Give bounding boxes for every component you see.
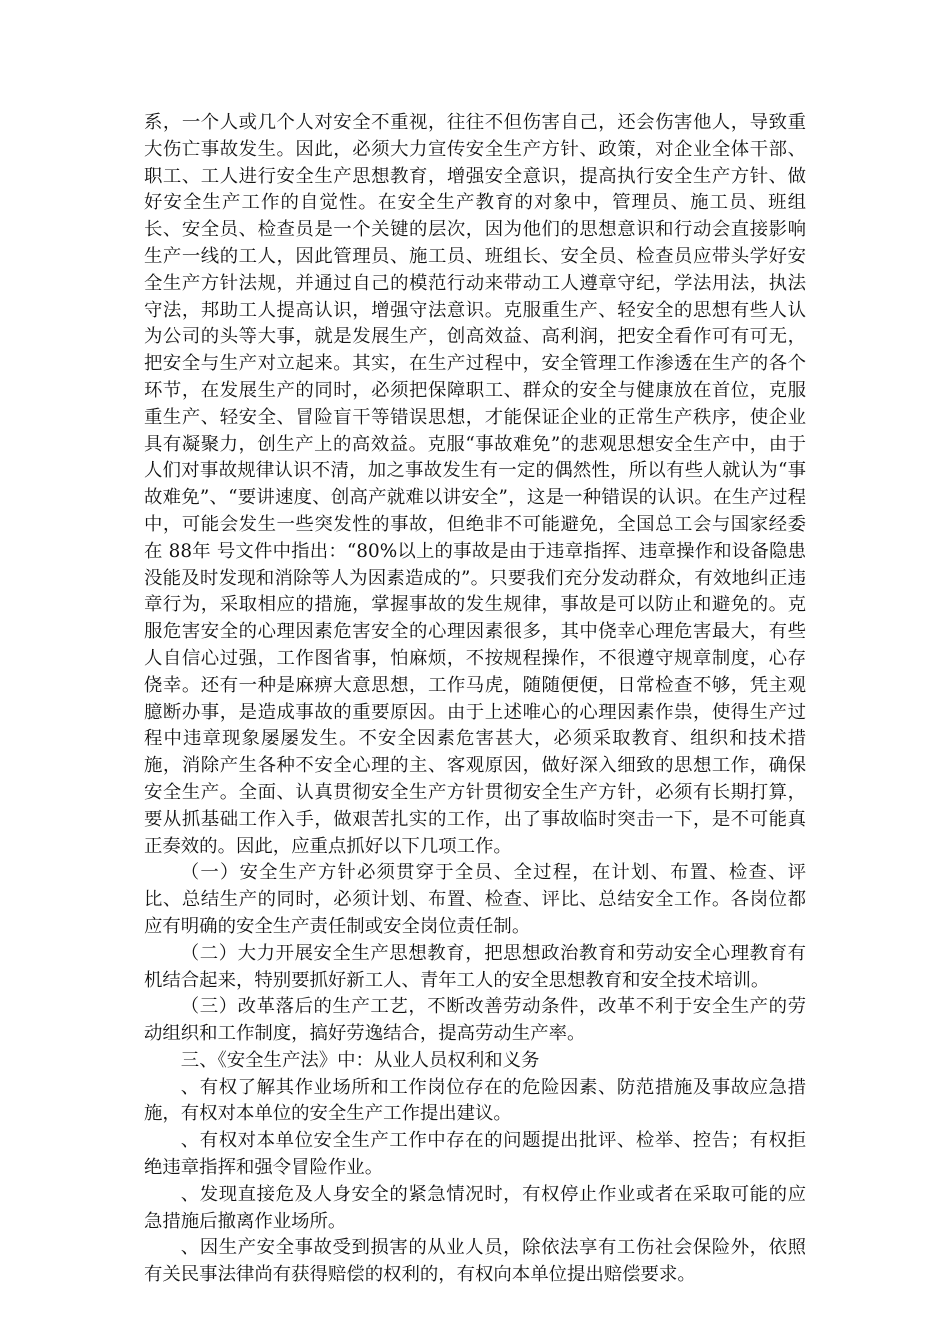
list-item-3: （三）改革落后的生产工艺，不断改善劳动条件，改革不利于安全生产的劳动组织和工作制度，搞好劳逸结合，提高劳动生产率。 [144, 996, 806, 1045]
section-heading: 三、《安全生产法》中：从业人员权利和义务 [180, 1049, 540, 1071]
list-item-2: （二）大力开展安全生产思想教育，把思想政治教育和劳动安全心理教育有机结合起来，特别要抓好新工人、青年工人的安全思想教育和安全技术培训。 [144, 942, 806, 991]
rights-item-3: 、发现直接危及人身安全的紧急情况时，有权停止作业或者在采取可能的应急措施后撤离作业场所。 [144, 1183, 806, 1232]
document-body [144, 110, 806, 1289]
list-item-1: （一）安全生产方针必须贯穿于全员、全过程，在计划、布置、检查、评比、总结生产的同时，必须计划、布置、检查、评比、总结安全工作。各岗位都应有明确的安全生产责任制或安全岗位责任制。 [144, 862, 806, 937]
rights-item-4: 、因生产安全事故受到损害的从业人员，除依法享有工伤社会保险外，依照有关民事法律尚有获得赔偿的权利的，有权向本单位提出赔偿要求。 [144, 1237, 806, 1286]
rights-item-2: 、有权对本单位安全生产工作中存在的问题提出批评、检举、控告；有权拒绝违章指挥和强令冒险作业。 [144, 1130, 806, 1179]
rights-item-1: 、有权了解其作业场所和工作岗位存在的危险因素、防范措施及事故应急措施，有权对本单位的安全生产工作提出建议。 [144, 1076, 806, 1125]
body-paragraph: 系，一个人或几个人对安全不重视，往往不但伤害自己，还会伤害他人，导致重大伤亡事故发生。因此，必须大力宣传安全生产方针、政策，对企业全体干部、职工、工人进行安全生产思想教育，增强安全意识，提高执行安全生产方针、做好安全生产工作的自觉性。在安全生产教育的对象中，管理员、施工员、班组长、安全员、检查员是一个关键的层次，因为他们的思想意识和行动会直接影响生产一线的工人，因此管理员、施工员、班组长、安全员、检查员应带头学好安全生产方针法规，并通过自己的模范行动来带动工人遵章守纪，学法用法，执法守法，邦助工人提高认识，增强守法意识。克服重生产、轻安全的思想有些人认为公司的头等大事，就是发展生产，创高效益、高利润，把安全看作可有可无，把安全与生产对立起来。其实，在生产过程中，安全管理工作渗透在生产的各个环节，在发展生产的同时，必须把保障职工、群众的安全与健康放在首位，克服重生产、轻安全、冒险盲干等错误思想，才能保证企业的正常生产秩序，使企业具有凝聚力，创生产上的高效益。克服“事故难免”的悲观思想安全生产中，由于人们对事故规律认识不清，加之事故发生有一定的偶然性，所以有些人就认为“事故难免”、“要讲速度、创高产就难以讲安全”，这是一种错误的认识。在生产过程中，可能会发生一些突发性的事故，但绝非不可能避免，全国总工会与国家经委在 88年 号文件中指出：“80%以上的事故是由于违章指挥、违章操作和设备隐患没能及时发现和消除等人为因素造成的”。只要我们充分发动群众，有效地纠正违章行为，采取相应的措施，掌握事故的发生规律，事故是可以防止和避免的。克服危害安全的心理因素危害安全的心理因素很多，其中侥幸心理危害最大，有些人自信心过强，工作图省事，怕麻烦，不按规程操作，不很遵守规章制度，心存侥幸。还有一种是麻痹大意思想，工作马虎，随随便便，日常检查不够，凭主观臆断办事，是造成事故的重要原因。由于上述唯心的心理因素作祟，使得生产过程中违章现象屡屡发生。不安全因素危害甚大，必须采取教育、组织和技术措施，消除产生各种不安全心理的主、客观原因，做好深入细致的思想工作，确保安全生产。全面、认真贯彻安全生产方针贯彻安全生产方针，必须有长期打算，要从抓基础工作入手，做艰苦扎实的工作，出了事故临时突击一下，是不可能真正奏效的。因此，应重点抓好以下几项工作。 [144, 112, 806, 857]
